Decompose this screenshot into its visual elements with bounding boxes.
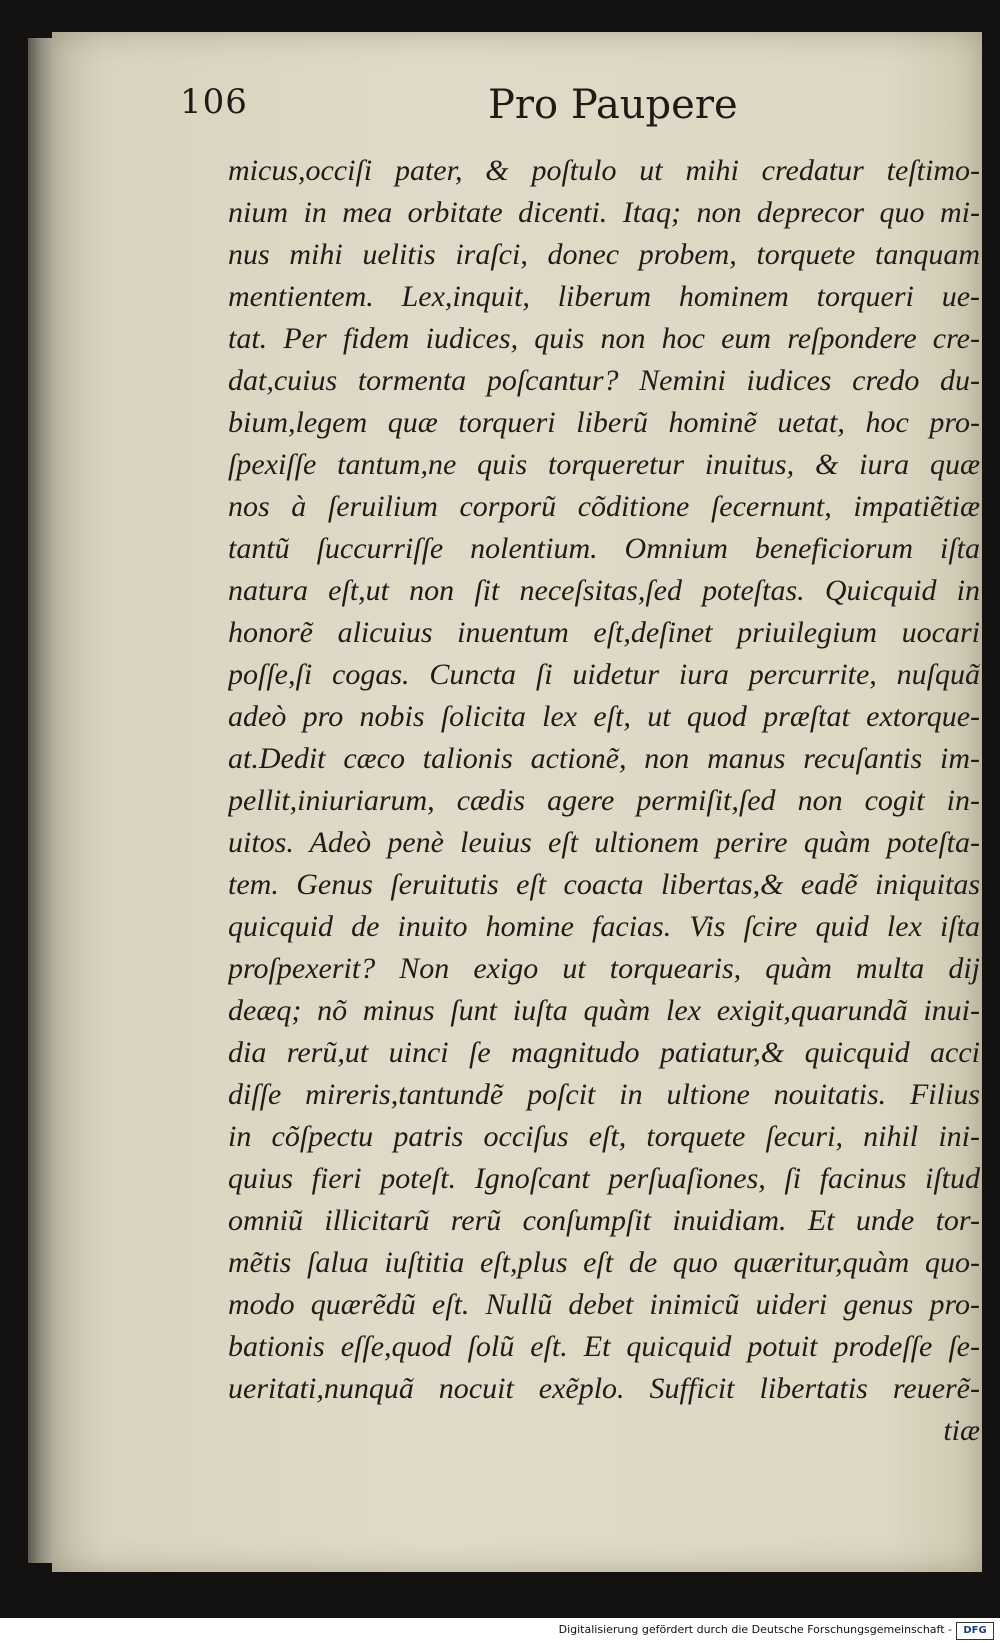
text-line: dia rerũ,ut uinci ſe magnitudo patiatur,& quicquid acci: [228, 1036, 980, 1069]
page-number: 106: [180, 82, 248, 122]
body-text: [228, 150, 980, 1452]
text-line: in cõſpectu patris occiſus eſt, torquete ſecuri, nihil ini-: [228, 1120, 980, 1153]
digitization-footer: [0, 1618, 1000, 1643]
text-line: pellit,iniuriarum, cædis agere permiſit,ſed non cogit in-: [228, 784, 980, 817]
text-line: quicquid de inuito homine facias. Vis ſcire quid lex iſta: [228, 910, 980, 943]
text-line: natura eſt,ut non ſit neceſsitas,ſed poteſtas. Quicquid in: [228, 574, 980, 607]
catchword: tiæ: [943, 1414, 980, 1447]
text-line: honorẽ alicuius inuentum eſt,deſinet priuilegium uocari: [228, 616, 980, 649]
text-line: ueritati,nunquã nocuit exẽplo. Sufficit libertatis reuerẽ-: [228, 1372, 980, 1405]
text-line: bationis eſſe,quod ſolũ eſt. Et quicquid potuit prodeſſe ſe-: [228, 1330, 980, 1363]
text-line: tem. Genus ſeruitutis eſt coacta libertas,& eadẽ iniquitas: [228, 868, 980, 901]
text-line: mẽtis ſalua iuſtitia eſt,plus eſt de quo quæritur,quàm quo-: [228, 1246, 980, 1279]
text-line: deæq; nõ minus ſunt iuſta quàm lex exigit,quarundã inui-: [228, 994, 980, 1027]
text-line: proſpexerit? Non exigo ut torquearis, quàm multa dij: [228, 952, 980, 985]
funding-notice: Digitalisierung gefördert durch die Deutsche Forschungsgemeinschaft -: [558, 1623, 952, 1636]
text-line: dat,cuius tormenta poſcantur? Nemini iudices credo du-: [228, 364, 980, 397]
text-line: uitos. Adeò penè leuius eſt ultionem perire quàm poteſta-: [228, 826, 980, 859]
dfg-logo: DFG: [956, 1622, 994, 1640]
text-line: adeò pro nobis ſolicita lex eſt, ut quod præſtat extorque-: [228, 700, 980, 733]
text-line: nos à ſeruilium corporũ cõditione ſecernunt, impatiẽtiæ: [228, 490, 980, 523]
text-line: diſſe mireris,tantundẽ poſcit in ultione nouitatis. Filius: [228, 1078, 980, 1111]
text-line: modo quærẽdũ eſt. Nullũ debet inimicũ uideri genus pro-: [228, 1288, 980, 1321]
text-line: at.Dedit cæco talionis actionẽ, non manus recuſantis im-: [228, 742, 980, 775]
text-line: quius fieri poteſt. Ignoſcant perſuaſiones, ſi facinus iſtud: [228, 1162, 980, 1195]
text-line: micus,occiſi pater, & poſtulo ut mihi credatur teſtimo-: [228, 154, 980, 187]
text-line: omniũ illicitarũ rerũ conſumpſit inuidiam. Et unde tor-: [228, 1204, 980, 1237]
text-line: tantũ ſuccurriſſe nolentium. Omnium beneficiorum iſta: [228, 532, 980, 565]
text-line: nium in mea orbitate dicenti. Itaq; non deprecor quo mi-: [228, 196, 980, 229]
text-line: poſſe,ſi cogas. Cuncta ſi uidetur iura percurrite, nuſquã: [228, 658, 980, 691]
text-line: tat. Per fidem iudices, quis non hoc eum reſpondere cre-: [228, 322, 980, 355]
text-line: nus mihi uelitis iraſci, donec probem, torquete tanquam: [228, 238, 980, 271]
running-title: Pro Paupere: [488, 82, 738, 128]
text-line: mentientem. Lex,inquit, liberum hominem torqueri ue-: [228, 280, 980, 313]
text-line: bium,legem quæ torqueri liberũ hominẽ uetat, hoc pro-: [228, 406, 980, 439]
text-line: ſpexiſſe tantum,ne quis torqueretur inuitus, & iura quæ: [228, 448, 980, 481]
